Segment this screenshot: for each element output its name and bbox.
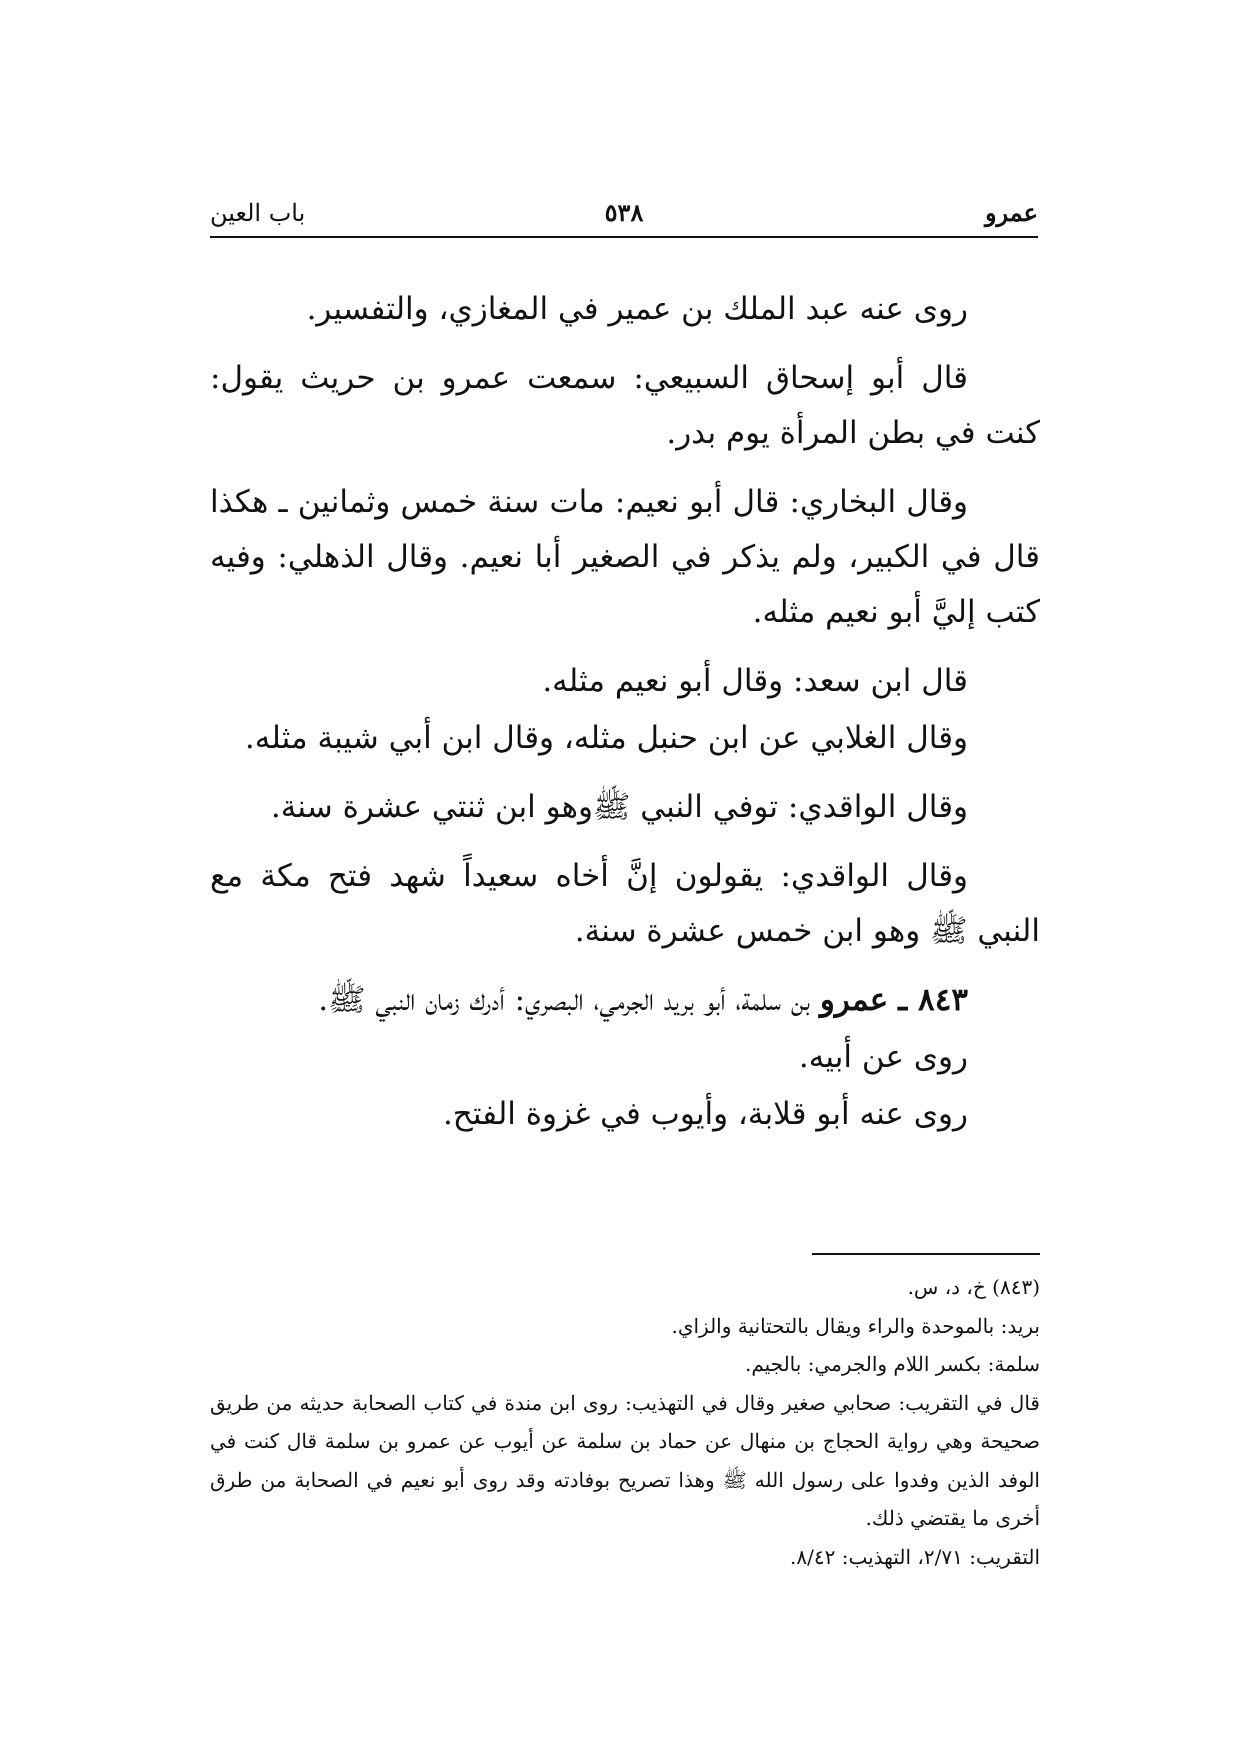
footnote-line: (٨٤٣) خ، د، س. xyxy=(907,1275,1040,1299)
footnote-line: بريد: بالموحدة والراء ويقال بالتحتانية والزاي. xyxy=(671,1313,1040,1338)
header-chapter-title: باب العين xyxy=(210,199,306,227)
paragraph: قال ابن سعد: وقال أبو نعيم مثله. xyxy=(542,663,968,699)
page-number: ٥٣٨ xyxy=(604,198,644,227)
footnote-rule xyxy=(812,1253,1040,1255)
entry-name: عمرو xyxy=(819,982,889,1018)
footnote-line: سلمة: بكسر اللام والجرمي: بالجيم. xyxy=(744,1352,1040,1376)
running-header xyxy=(210,196,1038,240)
header-rule xyxy=(210,236,1038,238)
footnote-line: قال في التقريب: صحابي صغير وقال في التهذيب: روى ابن مندة في كتاب الصحابة حديثه من طريق صحيحة وهي رواية الحجاج بن منهال عن حماد بن سلمة عن أيوب عن عمرو بن سلمة قال كنت في الوفد الذين وفدوا على رسول الله ﷺ وهذا تصريح بوفادته وقد روى أبو نعيم في الصحابة من طرق أخرى ما يقتضي ذلك. xyxy=(210,1390,1040,1530)
paragraph: روى عن أبيه. xyxy=(798,1039,968,1075)
entry-paragraph xyxy=(210,973,1040,1028)
paragraph: وقال البخاري: قال أبو نعيم: مات سنة خمس وثمانين ـ هكذا قال في الكبير، ولم يذكر في الصغير أبا نعيم. وقال الذهلي: وفيه كتب إليَّ أبو نعيم مثله. xyxy=(210,484,1040,630)
entry-text: بن سلمة، أبو بريد الجرمي، البصري: أدرك زمان النبي ﷺ. xyxy=(318,982,810,1018)
footnote-line: التقريب: ٢/٧١، التهذيب: ٨/٤٢. xyxy=(790,1544,1040,1569)
header-entry-name: عمرو xyxy=(984,198,1038,227)
paragraph: قال أبو إسحاق السبيعي: سمعت عمرو بن حريث يقول: كنت في بطن المرأة يوم بدر. xyxy=(210,360,1040,451)
paragraph: وقال الغلابي عن ابن حنبل مثله، وقال ابن أبي شيبة مثله. xyxy=(244,720,968,756)
paragraph: روى عنه عبد الملك بن عمير في المغازي، والتفسير. xyxy=(306,291,968,327)
entry-number: ٨٤٣ ـ xyxy=(898,982,968,1018)
paragraph: وقال الواقدي: يقولون إنَّ أخاه سعيداً شهد فتح مكة مع النبي ﷺ وهو ابن خمس عشرة سنة. xyxy=(210,858,1040,949)
paragraph: روى عنه أبو قلابة، وأيوب في غزوة الفتح. xyxy=(442,1096,968,1132)
main-text xyxy=(210,282,1040,1142)
footnotes xyxy=(210,1268,1040,1576)
paragraph: وقال الواقدي: توفي النبي ﷺوهو ابن ثنتي عشرة سنة. xyxy=(270,789,968,825)
